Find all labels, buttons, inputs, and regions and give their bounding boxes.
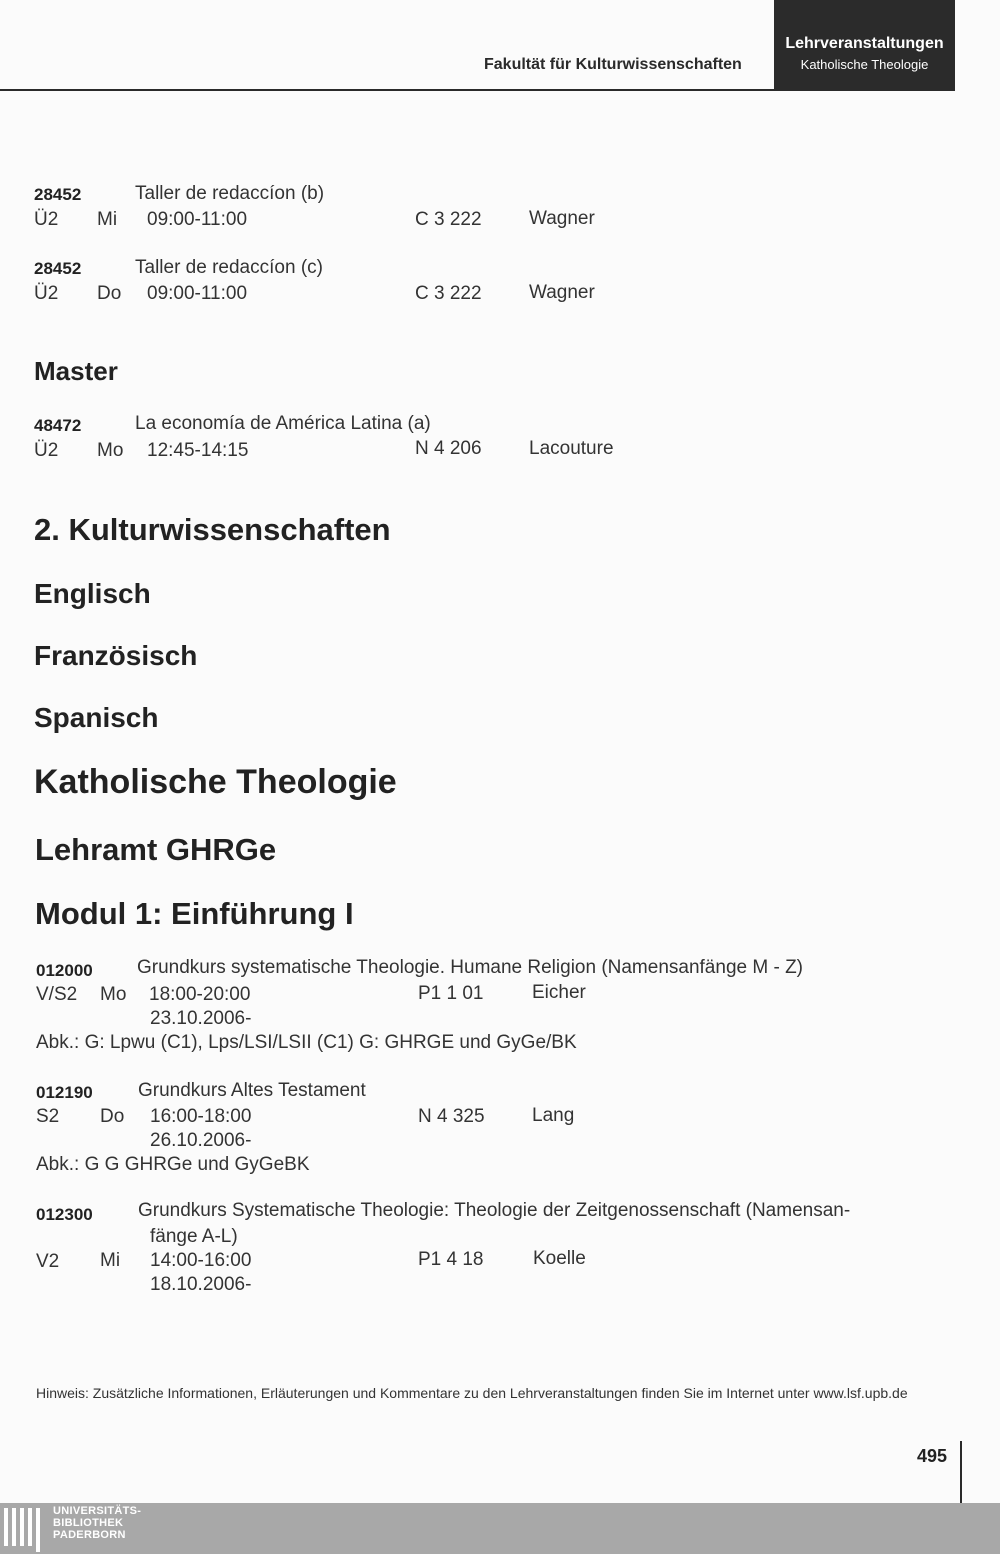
course-title: Grundkurs Altes Testament — [138, 1080, 366, 1101]
course-lecturer: Eicher — [532, 982, 586, 1003]
heading-spanisch: Spanisch — [34, 702, 159, 733]
course-type: Ü2 — [34, 209, 59, 230]
course-time: 12:45-14:15 — [147, 440, 249, 461]
hint-text: Hinweis: Zusätzliche Informationen, Erläuterungen und Kommentare zu den Lehrveranstaltungen finden Sie im Internet unter www.lsf.upb.de — [36, 1385, 908, 1401]
library-line-3: PADERBORN — [53, 1529, 126, 1541]
course-lecturer: Wagner — [529, 208, 595, 229]
page-number: 495 — [917, 1446, 948, 1466]
course-number: 012000 — [36, 961, 93, 980]
library-logo-icon — [2, 1508, 46, 1552]
library-line-2: BIBLIOTHEK — [53, 1517, 124, 1529]
course-title: La economía de América Latina (a) — [135, 413, 431, 434]
course-title: Grundkurs Systematische Theologie: Theologie der Zeitgenossenschaft (Namensan- — [138, 1200, 851, 1221]
heading-lehramt: Lehramt GHRGe — [35, 832, 277, 867]
heading-englisch: Englisch — [34, 578, 151, 609]
course-type: S2 — [36, 1106, 60, 1127]
course-number: 48472 — [34, 416, 82, 435]
heading-katholische-theologie: Katholische Theologie — [34, 763, 397, 801]
header-box-title: Lehrveranstaltungen — [785, 35, 944, 52]
heading-master: Master — [34, 356, 118, 386]
header-box — [774, 0, 955, 90]
course-number: 012300 — [36, 1205, 93, 1224]
course-time: 16:00-18:00 — [150, 1106, 252, 1127]
course-room: C 3 222 — [415, 283, 482, 304]
library-name — [53, 1505, 141, 1541]
course-time: 18:00-20:00 — [149, 984, 251, 1005]
heading-kulturwissenschaften: 2. Kulturwissenschaften — [34, 512, 391, 547]
course-room: N 4 325 — [418, 1106, 485, 1127]
heading-modul: Modul 1: Einführung I — [35, 896, 354, 931]
library-line-1: UNIVERSITÄTS- — [53, 1505, 142, 1517]
course-abk: Abk.: G G GHRGe und GyGeBK — [36, 1154, 310, 1175]
header-box-subtitle: Katholische Theologie — [800, 57, 929, 72]
course-type: Ü2 — [34, 283, 59, 304]
course-day: Mi — [100, 1250, 121, 1271]
course-start-date: 18.10.2006- — [150, 1274, 252, 1295]
course-time: 09:00-11:00 — [147, 283, 248, 304]
course-day: Mo — [97, 440, 124, 461]
course-number: 28452 — [34, 259, 82, 278]
course-room: N 4 206 — [415, 438, 482, 459]
course-room: C 3 222 — [415, 209, 482, 230]
course-title-continued: fänge A-L) — [150, 1226, 238, 1247]
course-title: Taller de redaccíon (c) — [135, 257, 323, 278]
course-day: Mi — [97, 209, 118, 230]
course-lecturer: Lacouture — [529, 438, 614, 459]
course-lecturer: Koelle — [533, 1248, 586, 1269]
heading-franzoesisch: Französisch — [34, 640, 198, 671]
header-faculty: Fakultät für Kulturwissenschaften — [484, 56, 742, 73]
course-room: P1 4 18 — [418, 1249, 484, 1270]
course-day: Do — [100, 1106, 125, 1127]
course-time: 09:00-11:00 — [147, 209, 248, 230]
course-type: V/S2 — [36, 984, 78, 1005]
course-start-date: 23.10.2006- — [150, 1008, 252, 1029]
course-lecturer: Wagner — [529, 282, 595, 303]
course-number: 012190 — [36, 1083, 93, 1102]
course-day: Do — [97, 283, 122, 304]
course-title: Grundkurs systematische Theologie. Humane Religion (Namensanfänge M - Z) — [137, 957, 804, 978]
course-title: Taller de redaccíon (b) — [135, 183, 325, 204]
page-number-rule — [960, 1441, 962, 1503]
course-room: P1 1 01 — [418, 983, 484, 1004]
course-day: Mo — [100, 984, 127, 1005]
library-footer-bar — [0, 1503, 1000, 1554]
course-type: V2 — [36, 1251, 60, 1272]
course-time: 14:00-16:00 — [150, 1250, 252, 1271]
course-lecturer: Lang — [532, 1105, 575, 1126]
course-number: 28452 — [34, 185, 82, 204]
course-start-date: 26.10.2006- — [150, 1130, 252, 1151]
course-abk: Abk.: G: Lpwu (C1), Lps/LSI/LSII (C1) G: GHRGE und GyGe/BK — [36, 1032, 577, 1053]
course-type: Ü2 — [34, 440, 59, 461]
